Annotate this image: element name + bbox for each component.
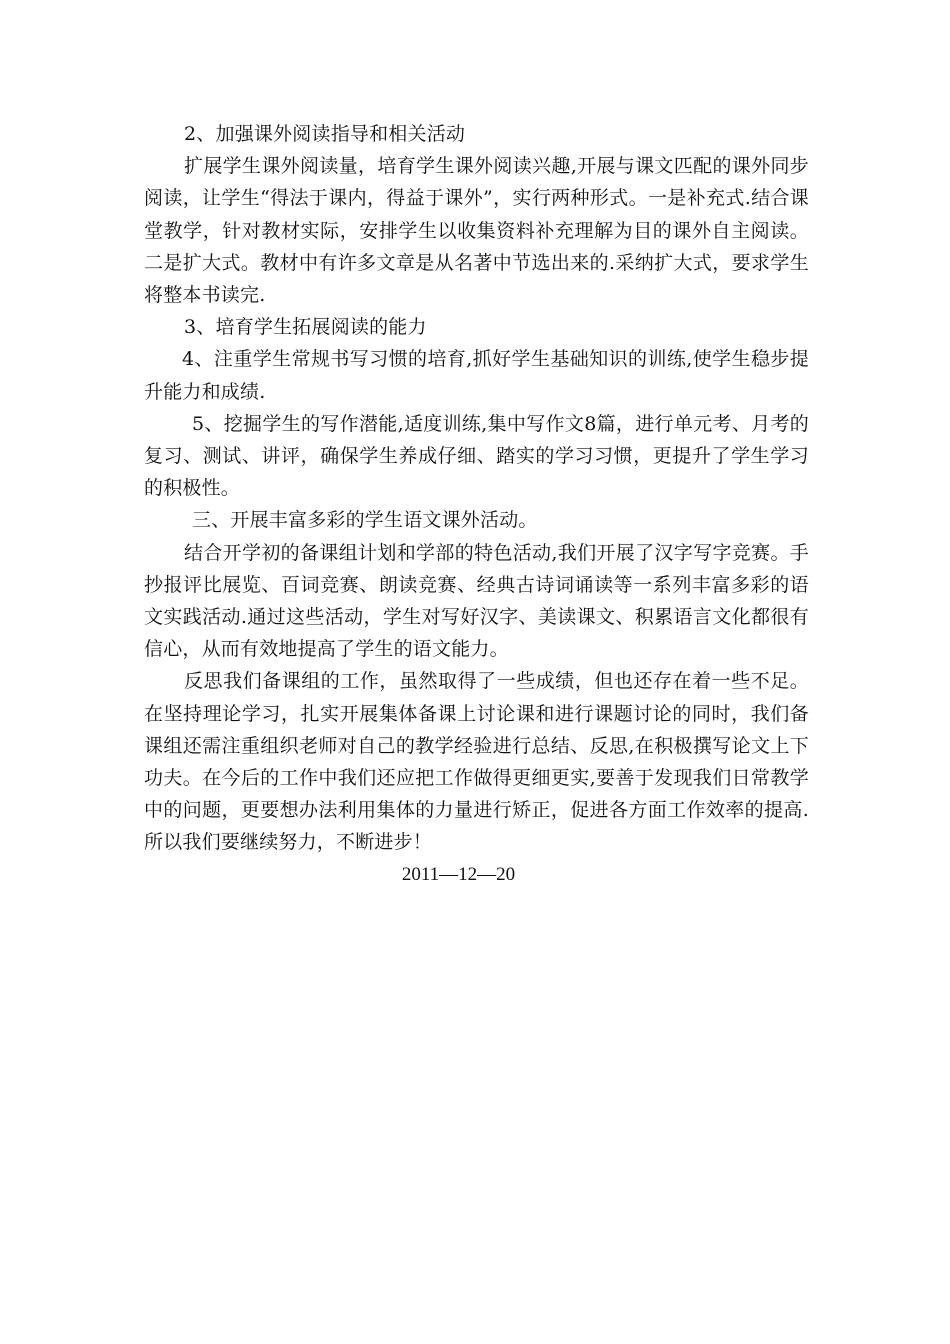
paragraph-extracurricular-reading: 扩展学生课外阅读量，培育学生课外阅读兴趣,开展与课文匹配的课外同步阅读，让学生“得法于课内，得益于课外”，实行两种形式。一是补充式.结合课堂教学，针对教材实际，安排学生以收集资料补充理解为目的课外自主阅读。二是扩大式。教材中有许多文章是从名著中节选出来的.采纳扩大式，要求学生将整本书读完. (144, 155, 809, 307)
document-page (144, 118, 809, 891)
paragraph-reflection: 反思我们备课组的工作，虽然取得了一些成绩，但也还存在着一些不足。在坚持理论学习，扎实开展集体备课上讨论课和进行课题讨论的同时，我们备课组还需注重组织老师对自己的教学经验进行总结、反思,在积极撰写论文上下功夫。在今后的工作中我们还应把工作做得更细更实,要善于发现我们日常教学中的问题，更要想办法利用集体的力量进行矫正，促进各方面工作效率的提高.所以我们要继续努力，不断进步！ (144, 670, 809, 854)
paragraph-writing-habits: 4、注重学生常规书写习惯的培育,抓好学生基础知识的训练,使学生稳步提升能力和成绩. (144, 348, 809, 403)
section-heading-activities: 三、开展丰富多彩的学生语文课外活动。 (192, 509, 538, 532)
paragraph-writing-potential: 5、挖掘学生的写作潜能,适度训练,集中写作文8篇，进行单元考、月考的复习、测试、讲评，确保学生养成仔细、踏实的学习习惯，更提升了学生学习的积极性。 (144, 412, 809, 500)
paragraph-activities: 结合开学初的备课组计划和学部的特色活动,我们开展了汉字写字竞赛。手抄报评比展览、百词竞赛、朗读竞赛、经典古诗词诵读等一系列丰富多彩的语文实践活动.通过这些活动，学生对写好汉字、美读课文、积累语言文化都很有信心，从而有效地提高了学生的语文能力。 (144, 541, 809, 661)
document-date: 2011—12—20 (401, 863, 516, 885)
section-heading-extended-reading: 3、培育学生拓展阅读的能力 (184, 316, 427, 339)
section-heading-reading-guidance: 2、加强课外阅读指导和相关活动 (184, 123, 466, 145)
